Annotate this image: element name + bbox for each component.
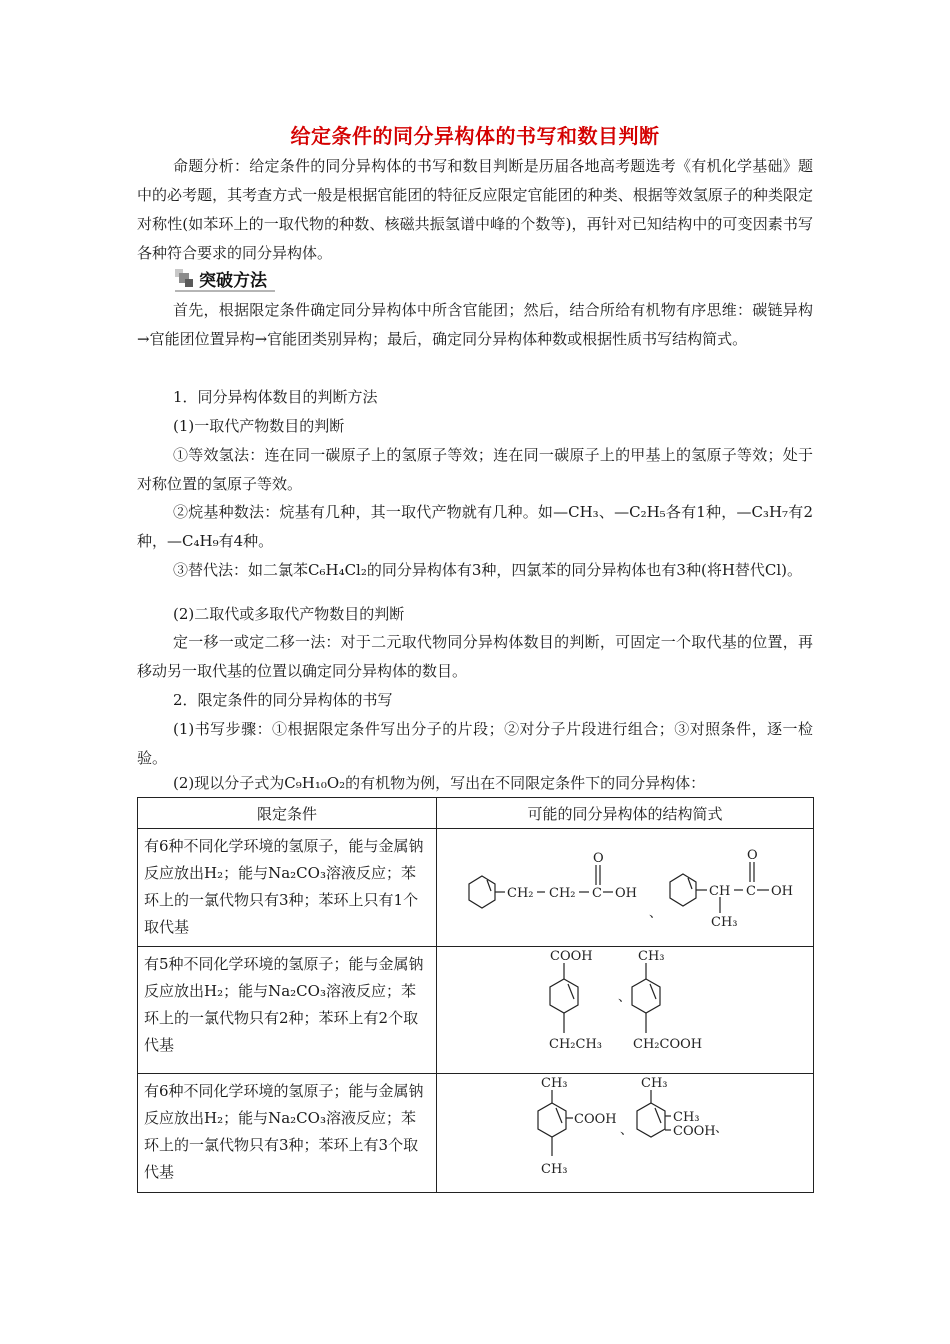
structure-cell [437,1074,814,1193]
label-ch3: CH₃ [711,915,738,930]
condition-text: 有5种不同化学环境的氢原子；能与金属钠反应放出H₂；能与Na₂CO₃溶液反应；苯环上的一氯代物只有2种；苯环上有2个取代基 [144,955,424,1054]
label-o: O [593,851,604,866]
benzene-ring-icon [550,979,578,1013]
method-alkyl-count: ②烷基种数法：烷基有几种，其一取代产物就有几种。如—CH₃、—C₂H₅各有1种，—C₃H₇有2种，—C₄H₉有4种。 [137,503,813,550]
writing-steps: (1)书写步骤：①根据限定条件写出分子的片段；②对分子片段进行组合；③对照条件，逐一检验。 [137,720,813,767]
subheading-monosubstituted: (1)一取代产物数目的判断 [173,417,345,435]
structure-diagram-row2 [437,947,813,1069]
label-c: C [746,884,756,899]
label-oh: OH [771,884,793,899]
benzene-ring-icon [632,979,660,1013]
separator: 、 [618,990,632,1005]
heading-isomer-count: 1．同分异构体数目的判断方法 [173,388,378,406]
structure-diagram-row1 [437,829,813,942]
section-heading-label: 突破方法 [199,270,267,291]
label-ch2: CH₂ [507,886,534,901]
section-marker-icon [175,269,193,287]
separator: 、 [620,1123,634,1138]
label-o: O [747,848,758,863]
condition-text: 有6种不同化学环境的氢原子；能与金属钠反应放出H₂；能与Na₂CO₃溶液反应；苯环上的一氯代物只有3种；苯环上有3个取代基 [144,1082,424,1181]
method-fix-move: 定一移一或定二移一法：对于二元取代物同分异构体数目的判断，可固定一个取代基的位置，再移动另一取代基的位置以确定同分异构体的数目。 [137,633,813,680]
label-c: C [592,886,602,901]
method-equivalent-hydrogen: ①等效氢法：连在同一碳原子上的氢原子等效；连在同一碳原子上的甲基上的氢原子等效；处于对称位置的氢原子等效。 [137,446,813,493]
label-ch3: CH₃ [541,1162,568,1177]
condition-cell [138,1074,437,1193]
table-header-row [138,798,814,829]
header-structure: 可能的同分异构体的结构简式 [437,798,814,829]
table-row [138,829,814,947]
label-ch3: CH₃ [641,1076,668,1091]
label-ch2ch3: CH₂CH₃ [549,1037,602,1052]
subheading-polysubstituted: (2)二取代或多取代产物数目的判断 [173,605,405,623]
benzene-ring-icon [538,1103,566,1137]
structure-cell [437,829,814,947]
label-oh: OH [615,886,637,901]
label-ch2: CH₂ [549,886,576,901]
heading-underline [175,290,275,292]
label-ch3: CH₃ [638,949,665,964]
method-substitution: ③替代法：如二氯苯C₆H₄Cl₂的同分异构体有3种，四氯苯的同分异构体也有3种(将H替代Cl)。 [173,561,803,579]
example-intro: (2)现以分子式为C₉H₁₀O₂的有机物为例，写出在不同限定条件下的同分异构体： [173,774,706,792]
label-cooh: COOH [673,1124,716,1139]
benzene-ring-icon [637,1103,665,1137]
header-condition: 限定条件 [138,798,437,829]
label-ch3: CH₃ [673,1110,700,1125]
structure-diagram-row3 [437,1074,813,1188]
separator: 、 [715,1121,729,1136]
label-ch3: CH₃ [541,1076,568,1091]
document-title: 给定条件的同分异构体的书写和数目判断 [290,124,660,148]
paragraph-approach: 首先，根据限定条件确定同分异构体中所含官能团；然后，结合所给有机物有序思维：碳链异构→官能团位置异构→官能团类别异构；最后，确定同分异构体种数或根据性质书写结构简式。 [137,301,813,348]
condition-cell [138,829,437,947]
table-row [138,1074,814,1193]
condition-text: 有6种不同化学环境的氢原子，能与金属钠反应放出H₂；能与Na₂CO₃溶液反应；苯环上的一氯代物只有3种；苯环上只有1个取代基 [144,837,424,936]
structure-cell [437,947,814,1074]
label-ch2cooh: CH₂COOH [633,1037,703,1052]
label-cooh: COOH [550,949,593,964]
intro-paragraph: 命题分析：给定条件的同分异构体的书写和数目判断是历届各地高考题选考《有机化学基础》题中的必考题，其考查方式一般是根据官能团的特征反应限定官能团的种类、根据等效氢原子的种类限定对称性(如苯环上的一取代物的种数、核磁共振氢谱中峰的个数等)，再针对已知结构中的可变因素书写各种符合要求的同分异构体。 [137,157,813,262]
benzene-ring-icon [469,876,495,908]
label-cooh: COOH [574,1112,617,1127]
separator: 、 [649,906,663,921]
section-heading [175,266,267,290]
label-ch: CH [709,884,731,899]
benzene-ring-icon [670,874,696,906]
isomer-table [137,797,814,1193]
condition-cell [138,947,437,1074]
heading-conditioned-isomers: 2．限定条件的同分异构体的书写 [173,691,393,709]
table-row [138,947,814,1074]
